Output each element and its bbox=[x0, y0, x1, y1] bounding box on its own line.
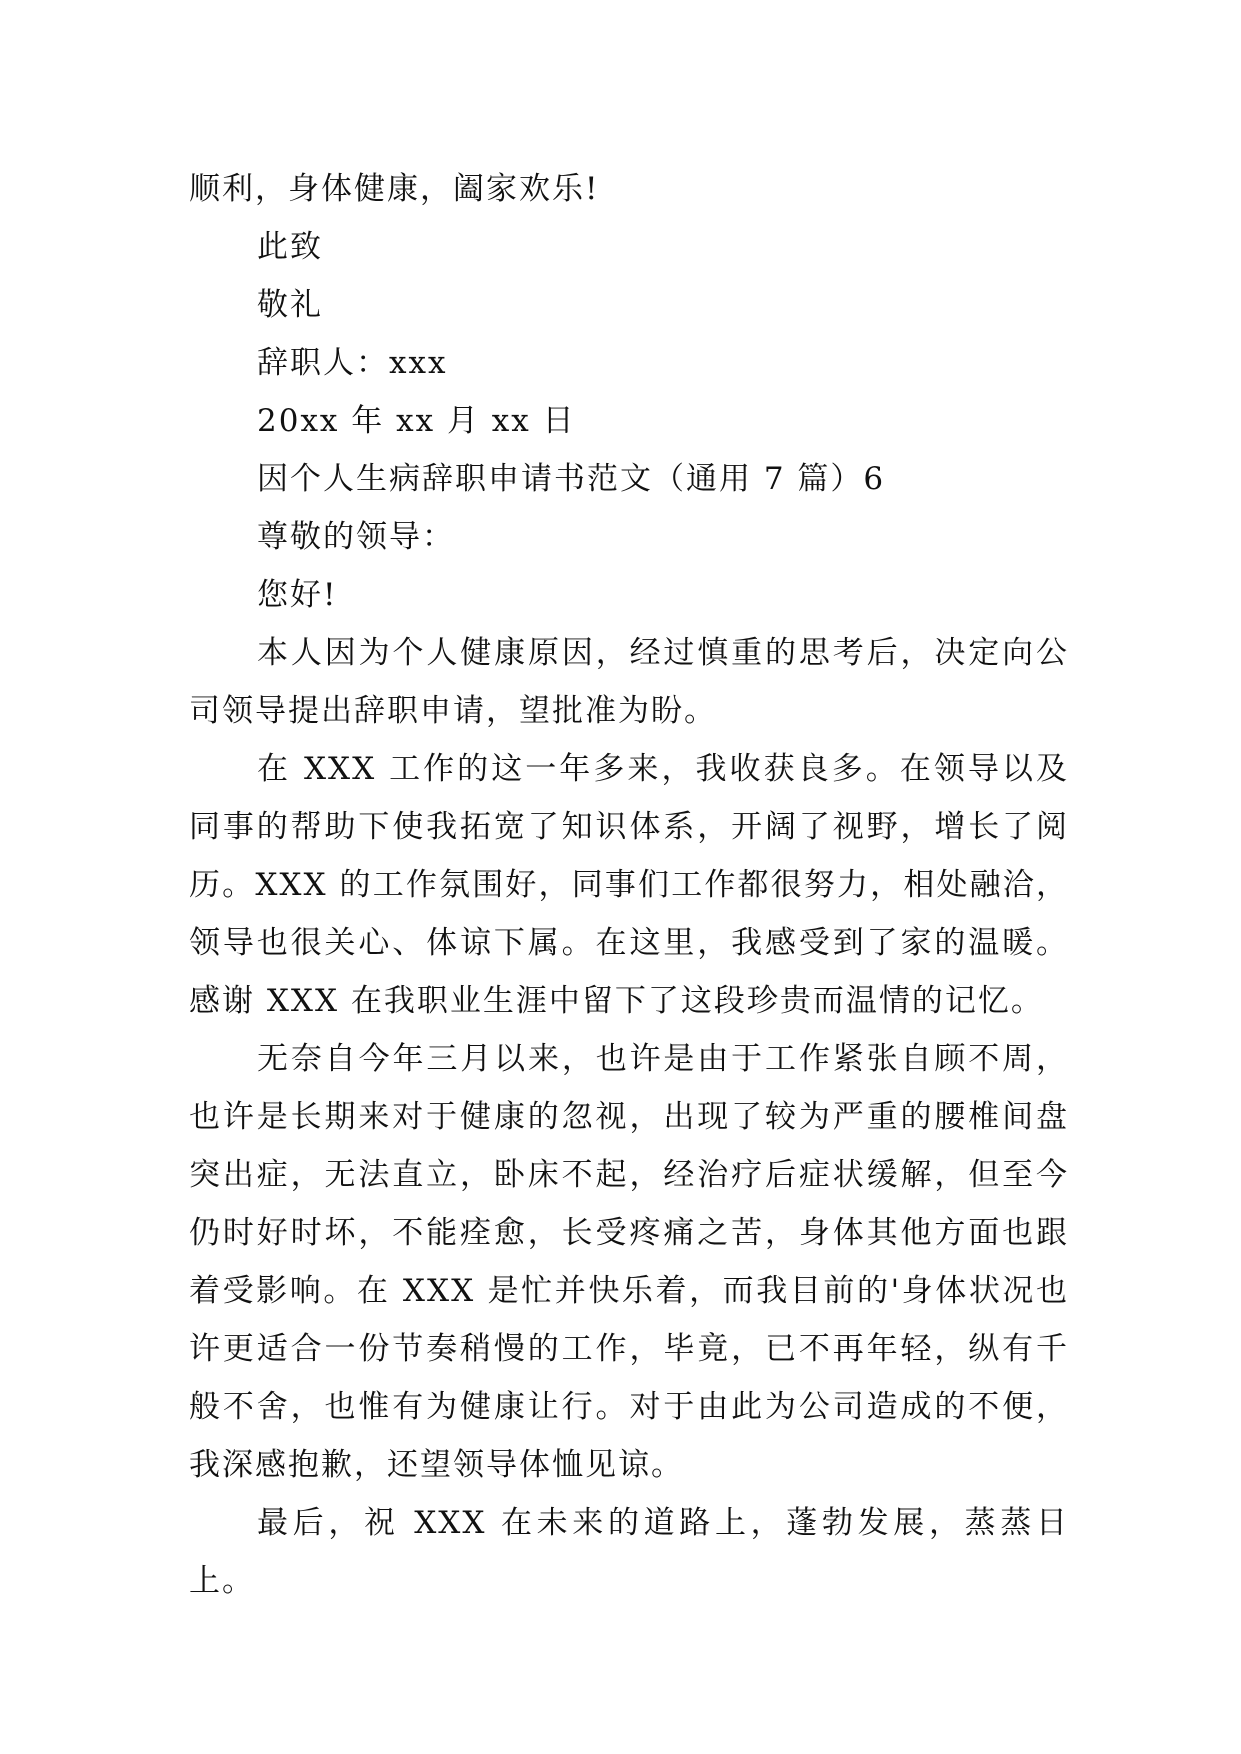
paragraph-reason: 本人因为个人健康原因，经过慎重的思考后，决定向公司领导提出辞职申请，望批准为盼。 bbox=[189, 635, 1069, 729]
paragraph-health: 无奈自今年三月以来，也许是由于工作紧张自顾不周，也许是长期来对于健康的忽视，出现了较为严重的腰椎间盘突出症，无法直立，卧床不起，经治疗后症状缓解，但至今仍时好时坏，不能痊愈，长受疼痛之苦，身体其他方面也跟着受影响。在 XXX 是忙并快乐着，而我目前的'身体状况也许更适合一份节奏稍慢的工作，毕竟，已不再年轻，纵有千般不舍，也惟有为健康让行。对于由此为公司造成的不便，我深感抱歉，还望领导体恤见谅。 bbox=[189, 1041, 1069, 1483]
greeting-recipient: 尊敬的领导： bbox=[257, 519, 455, 555]
greeting-hello: 您好! bbox=[257, 577, 338, 613]
paragraph-gratitude: 在 XXX 工作的这一年多来，我收获良多。在领导以及同事的帮助下使我拓宽了知识体系，开阔了视野，增长了阅历。XXX 的工作氛围好，同事们工作都很努力，相处融洽，领导也很关心、体谅下属。在这里，我感受到了家的温暖。感谢 XXX 在我职业生涯中留下了这段珍贵而温情的记忆。 bbox=[189, 751, 1069, 1019]
section-title: 因个人生病辞职申请书范文（通用 7 篇）6 bbox=[257, 461, 886, 497]
signer-line: 辞职人：xxx bbox=[257, 345, 448, 381]
letter-body bbox=[189, 160, 1069, 1610]
date-line: 20xx 年 xx 月 xx 日 bbox=[257, 403, 576, 439]
paragraph-final-wishes: 最后，祝 XXX 在未来的道路上，蓬勃发展，蒸蒸日上。 bbox=[189, 1505, 1069, 1599]
closing-wishes-line: 顺利，身体健康，阖家欢乐! bbox=[189, 171, 600, 207]
salutation-jingli: 敬礼 bbox=[257, 287, 323, 323]
salutation-cizhi: 此致 bbox=[257, 229, 323, 265]
